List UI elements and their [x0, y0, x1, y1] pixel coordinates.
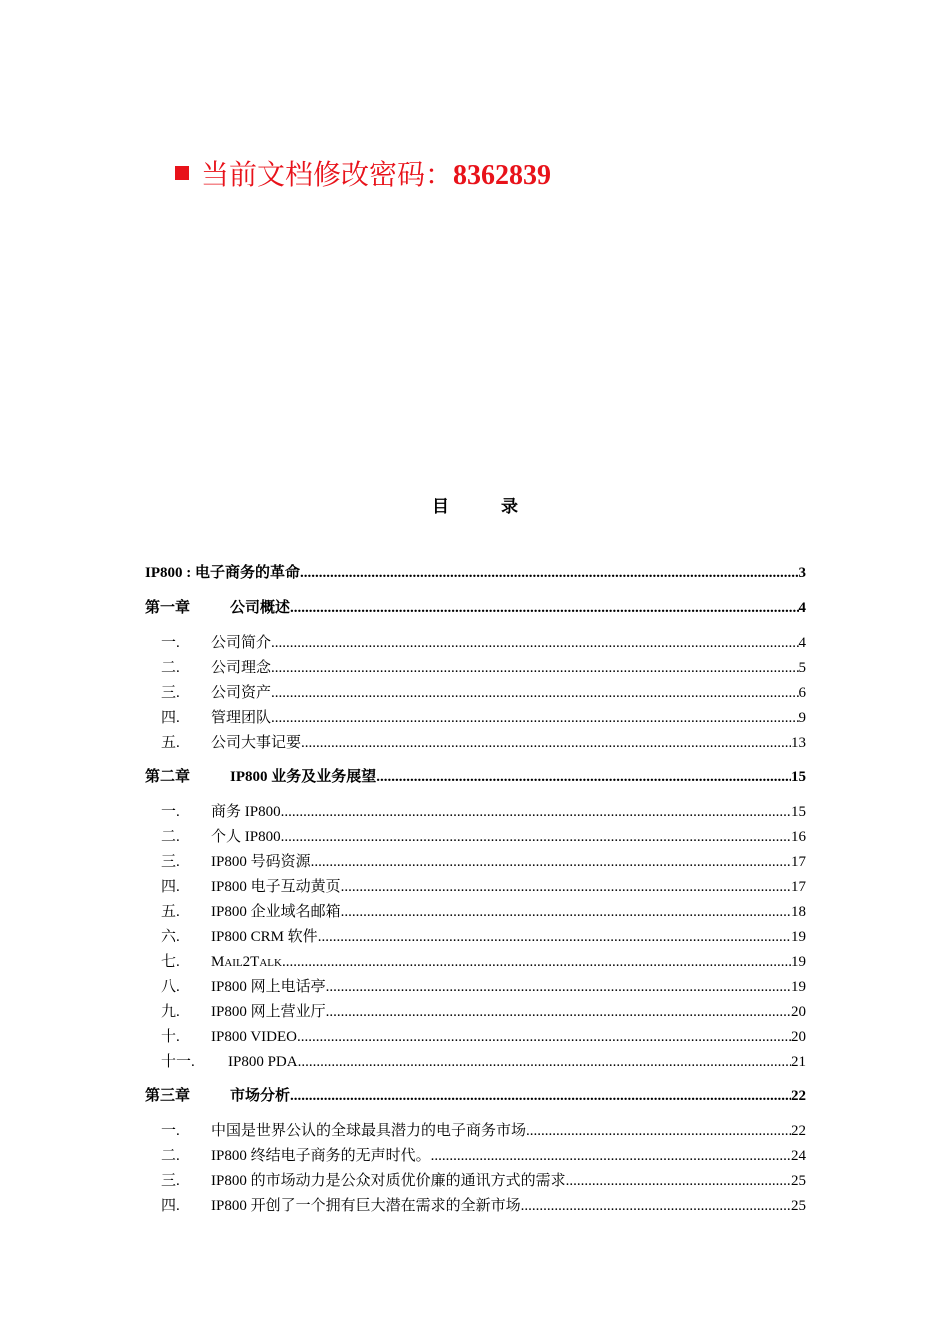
toc-entry-label: IP800 VIDEO	[211, 1029, 297, 1045]
toc-dot-leader	[298, 1050, 791, 1075]
toc-entry-label: IP800 业务及业务展望	[230, 769, 377, 785]
toc-entry-number: 九.	[161, 1004, 180, 1020]
toc-entry-label: 个人 IP800	[211, 829, 281, 845]
toc-chapter-entry[interactable]	[145, 561, 806, 586]
toc-dot-leader	[271, 631, 798, 656]
toc-entry-number: 五.	[161, 735, 180, 751]
toc-entry-number: 二.	[161, 829, 180, 845]
toc-dot-leader	[271, 656, 798, 681]
toc-section-entry[interactable]	[145, 631, 806, 656]
toc-dot-leader	[300, 561, 799, 586]
toc-page-number: 19	[791, 929, 806, 945]
toc-page-number: 18	[791, 904, 806, 920]
toc-dot-leader	[282, 950, 791, 975]
toc-dot-leader	[301, 731, 791, 756]
toc-dot-leader	[281, 800, 791, 825]
toc-section-entry[interactable]	[145, 950, 806, 975]
toc-dot-leader	[376, 765, 791, 790]
toc-section-entry[interactable]	[145, 1000, 806, 1025]
toc-page-number: 4	[798, 600, 806, 616]
toc-page-number: 3	[798, 565, 806, 581]
toc-entry-number: 五.	[161, 904, 180, 920]
toc-title-left: 目	[432, 497, 449, 516]
toc-dot-leader	[341, 900, 791, 925]
table-of-contents	[145, 561, 806, 1219]
toc-entry-number: 十一.	[161, 1054, 195, 1070]
toc-entry-number: 三.	[161, 1173, 180, 1189]
toc-section-entry[interactable]	[145, 800, 806, 825]
toc-section-entry[interactable]	[145, 1194, 806, 1219]
toc-dot-leader	[326, 1000, 791, 1025]
toc-entry-label: IP800 网上电话亭	[211, 979, 326, 995]
toc-entry-label: IP800 企业域名邮箱	[211, 904, 341, 920]
toc-chapter-entry[interactable]	[145, 1084, 806, 1109]
toc-entry-label: 商务 IP800	[211, 804, 281, 820]
toc-section-entry[interactable]	[145, 975, 806, 1000]
toc-page-number: 25	[791, 1198, 806, 1214]
toc-entry-label: 中国是世界公认的全球最具潜力的电子商务市场	[211, 1123, 527, 1139]
toc-entry-label: 公司资产	[211, 685, 272, 701]
toc-page-number: 5	[798, 660, 806, 676]
toc-entry-label: IP800 终结电子商务的无声时代。	[211, 1148, 431, 1164]
toc-dot-leader	[431, 1144, 791, 1169]
toc-dot-leader	[271, 706, 798, 731]
toc-section-entry[interactable]	[145, 825, 806, 850]
toc-entry-number: 第三章	[145, 1088, 191, 1104]
toc-section-entry[interactable]	[145, 731, 806, 756]
toc-entry-number: 四.	[161, 879, 180, 895]
toc-entry-number: 一.	[161, 635, 180, 651]
toc-section-entry[interactable]	[145, 900, 806, 925]
toc-entry-label: IP800 的市场动力是公众对质优价廉的通讯方式的需求	[211, 1173, 566, 1189]
toc-entry-number: 四.	[161, 1198, 180, 1214]
toc-entry-label: IP800 号码资源	[211, 854, 311, 870]
toc-entry-label: 公司简介	[211, 635, 272, 651]
toc-page-number: 17	[791, 879, 806, 895]
toc-page-number: 25	[791, 1173, 806, 1189]
password-notice	[175, 156, 551, 196]
toc-page-number: 17	[791, 854, 806, 870]
toc-dot-leader	[318, 925, 791, 950]
toc-section-entry[interactable]	[145, 1169, 806, 1194]
toc-entry-number: 二.	[161, 1148, 180, 1164]
toc-section-entry[interactable]	[145, 656, 806, 681]
toc-title	[0, 492, 950, 517]
password-code: 8362839	[453, 160, 552, 191]
toc-page-number: 19	[791, 954, 806, 970]
toc-section-entry[interactable]	[145, 706, 806, 731]
toc-entry-number: 二.	[161, 660, 180, 676]
toc-entry-number: 一.	[161, 804, 180, 820]
toc-entry-number: 一.	[161, 1123, 180, 1139]
toc-entry-label: IP800 网上营业厅	[211, 1004, 326, 1020]
toc-dot-leader	[290, 1084, 791, 1109]
toc-entry-label: 市场分析	[230, 1088, 291, 1104]
toc-title-right: 录	[501, 497, 518, 516]
toc-dot-leader	[297, 1025, 791, 1050]
toc-section-entry[interactable]	[145, 1144, 806, 1169]
toc-section-entry[interactable]	[145, 1025, 806, 1050]
toc-page-number: 16	[791, 829, 806, 845]
toc-entry-label: IP800 电子互动黄页	[211, 879, 341, 895]
toc-dot-leader	[566, 1169, 791, 1194]
toc-section-entry[interactable]	[145, 681, 806, 706]
toc-entry-label: IP800 : 电子商务的革命	[145, 565, 300, 581]
toc-page-number: 9	[798, 710, 806, 726]
toc-page-number: 20	[791, 1029, 806, 1045]
toc-entry-label: 公司概述	[230, 600, 291, 616]
toc-dot-leader	[311, 850, 791, 875]
notice-text: 当前文档修改密码：	[201, 160, 454, 191]
toc-entry-label: 公司理念	[211, 660, 272, 676]
toc-entry-number: 四.	[161, 710, 180, 726]
toc-page-number: 15	[791, 769, 806, 785]
toc-entry-label: 公司大事记要	[211, 735, 302, 751]
toc-dot-leader	[281, 825, 791, 850]
toc-entry-number: 第二章	[145, 769, 191, 785]
toc-dot-leader	[290, 596, 798, 621]
toc-section-entry[interactable]	[145, 1050, 806, 1075]
toc-section-entry[interactable]	[145, 1119, 806, 1144]
toc-dot-leader	[271, 681, 798, 706]
toc-entry-label: 管理团队	[211, 710, 272, 726]
toc-entry-number: 第一章	[145, 600, 191, 616]
toc-entry-number: 三.	[161, 854, 180, 870]
toc-dot-leader	[341, 875, 791, 900]
toc-chapter-entry[interactable]	[145, 596, 806, 621]
toc-page-number: 19	[791, 979, 806, 995]
toc-page-number: 24	[791, 1148, 806, 1164]
square-bullet-icon	[175, 166, 189, 180]
toc-page-number: 20	[791, 1004, 806, 1020]
toc-page-number: 6	[798, 685, 806, 701]
toc-entry-label: IP800 PDA	[228, 1054, 298, 1070]
toc-page-number: 22	[791, 1088, 806, 1104]
toc-dot-leader	[521, 1194, 791, 1219]
toc-section-entry[interactable]	[145, 925, 806, 950]
toc-page-number: 21	[791, 1054, 806, 1070]
toc-entry-number: 六.	[161, 929, 180, 945]
toc-entry-label: IP800 CRM 软件	[211, 929, 318, 945]
toc-entry-number: 八.	[161, 979, 180, 995]
toc-section-entry[interactable]	[145, 850, 806, 875]
toc-dot-leader	[326, 975, 791, 1000]
toc-entry-label: Mail2Talk	[211, 954, 282, 970]
toc-entry-number: 七.	[161, 954, 180, 970]
toc-entry-number: 三.	[161, 685, 180, 701]
toc-entry-number: 十.	[161, 1029, 180, 1045]
toc-page-number: 13	[791, 735, 806, 751]
toc-page-number: 15	[791, 804, 806, 820]
toc-entry-label: IP800 开创了一个拥有巨大潜在需求的全新市场	[211, 1198, 521, 1214]
toc-page-number: 22	[791, 1123, 806, 1139]
toc-page-number: 4	[798, 635, 806, 651]
toc-dot-leader	[526, 1119, 791, 1144]
toc-section-entry[interactable]	[145, 875, 806, 900]
toc-chapter-entry[interactable]	[145, 765, 806, 790]
